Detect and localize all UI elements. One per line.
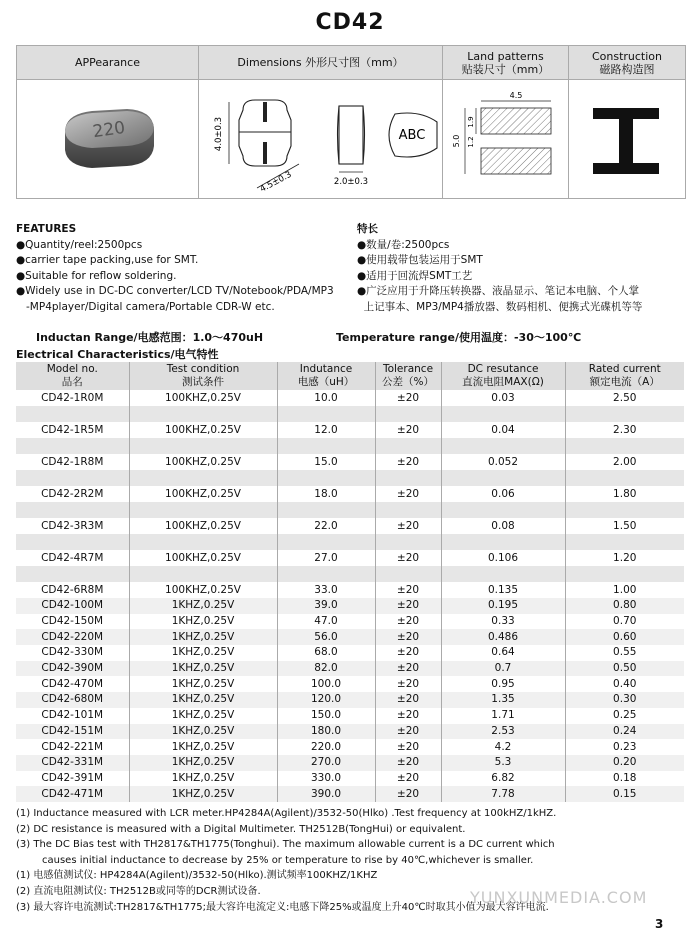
product-header-table bbox=[16, 45, 686, 199]
table-cell: CD42-150M bbox=[41, 615, 104, 628]
features-chinese bbox=[357, 222, 642, 315]
table-cell: 1KHZ,0.25V bbox=[129, 645, 277, 661]
features-heading: FEATURES bbox=[16, 223, 77, 235]
note: (2) DC resistance is measured with a Digital Multimeter. TH2512B(TongHui) or equivalent. bbox=[16, 823, 466, 835]
table-cell: 4.2 bbox=[441, 739, 565, 755]
features-english bbox=[16, 222, 334, 315]
table-cell: 27.0 bbox=[277, 550, 375, 566]
table-cell: CD42-101M bbox=[41, 709, 104, 722]
table-cell: ±20 bbox=[375, 486, 441, 502]
temperature-range: Temperature range/使用温度：-30～100℃ bbox=[336, 331, 582, 344]
table-cell: ±20 bbox=[375, 629, 441, 645]
page-title: CD42 bbox=[315, 10, 385, 35]
electrical-characteristics-table bbox=[16, 362, 684, 802]
table-spacer-row bbox=[16, 438, 684, 454]
table-row bbox=[16, 739, 684, 755]
electrical-heading: Electrical Characteristics/电气特性 bbox=[16, 348, 219, 361]
table-spacer-row bbox=[16, 406, 684, 422]
column-header-test-condition: Test condition 测试条件 bbox=[129, 362, 277, 390]
page-number: 3 bbox=[655, 917, 664, 931]
table-cell: 0.70 bbox=[565, 614, 684, 630]
table-cell: 1.80 bbox=[565, 486, 684, 502]
table-cell: 5.3 bbox=[441, 755, 565, 771]
table-cell: ±20 bbox=[375, 676, 441, 692]
table-cell: ±20 bbox=[375, 422, 441, 438]
table-cell: 0.052 bbox=[441, 454, 565, 470]
table-cell: 15.0 bbox=[277, 454, 375, 470]
table-cell: 0.24 bbox=[565, 724, 684, 740]
table-cell: 22.0 bbox=[277, 518, 375, 534]
table-cell: ±20 bbox=[375, 708, 441, 724]
table-cell: 18.0 bbox=[277, 486, 375, 502]
table-cell: CD42-4R7M bbox=[41, 551, 104, 564]
dimensions-header bbox=[199, 46, 442, 79]
table-cell: 100KHZ,0.25V bbox=[129, 486, 277, 502]
table-cell: 56.0 bbox=[277, 629, 375, 645]
feature-item-cn: ●适用于回流焊SMT工艺 bbox=[357, 269, 473, 282]
table-cell: 47.0 bbox=[277, 614, 375, 630]
appearance-label: APPearance bbox=[75, 56, 140, 69]
table-row bbox=[16, 518, 684, 534]
table-cell: 1KHZ,0.25V bbox=[129, 629, 277, 645]
table-cell: 0.60 bbox=[565, 629, 684, 645]
construction-label-cn: 磁路构造图 bbox=[599, 62, 655, 76]
table-cell: 0.15 bbox=[565, 786, 684, 802]
table-cell: 2.00 bbox=[565, 454, 684, 470]
table-cell: 0.25 bbox=[565, 708, 684, 724]
table-cell: CD42-1R8M bbox=[41, 455, 104, 468]
land-height: 5.0 bbox=[452, 134, 461, 148]
table-row bbox=[16, 755, 684, 771]
table-row bbox=[16, 786, 684, 802]
table-cell: 220.0 bbox=[277, 739, 375, 755]
table-cell: 0.106 bbox=[441, 550, 565, 566]
table-cell: 0.20 bbox=[565, 755, 684, 771]
table-cell: ±20 bbox=[375, 786, 441, 802]
table-cell: 100KHZ,0.25V bbox=[129, 550, 277, 566]
table-cell: 0.80 bbox=[565, 598, 684, 614]
table-cell: 0.06 bbox=[441, 486, 565, 502]
inductor-photo bbox=[17, 80, 198, 198]
land-gap-b: 1.2 bbox=[467, 136, 475, 148]
table-cell: ±20 bbox=[375, 518, 441, 534]
table-row bbox=[16, 708, 684, 724]
table-cell: 270.0 bbox=[277, 755, 375, 771]
table-cell: 82.0 bbox=[277, 661, 375, 677]
table-cell: CD42-221M bbox=[41, 740, 104, 753]
table-cell: CD42-391M bbox=[41, 771, 104, 784]
note: (1) Inductance measured with LCR meter.HP4284A(Agilent)/3532-50(Hlko) .Test frequency at 100kHZ/1kHZ. bbox=[16, 808, 557, 819]
table-cell: 68.0 bbox=[277, 645, 375, 661]
table-cell: CD42-151M bbox=[16, 724, 129, 740]
table-cell: 1KHZ,0.25V bbox=[129, 786, 277, 802]
top-marking: ABC bbox=[398, 128, 426, 143]
land-width: 4.5 bbox=[509, 91, 523, 100]
table-cell: 0.135 bbox=[441, 582, 565, 598]
table-row bbox=[16, 692, 684, 708]
table-row bbox=[16, 661, 684, 677]
table-cell: CD42-470M bbox=[41, 677, 104, 690]
column-header-inductance: Indutance 电感（uH） bbox=[277, 362, 375, 390]
table-cell: 2.53 bbox=[441, 724, 565, 740]
table-spacer-row bbox=[16, 502, 684, 518]
table-cell: 1KHZ,0.25V bbox=[129, 771, 277, 787]
table-cell: ±20 bbox=[375, 661, 441, 677]
table-spacer-row bbox=[16, 566, 684, 582]
construction-header bbox=[569, 46, 685, 79]
table-cell: 0.23 bbox=[565, 739, 684, 755]
table-cell: CD42-1R0M bbox=[41, 391, 104, 404]
dimensions-label: Dimensions 外形尺寸图（mm） bbox=[237, 56, 404, 69]
table-row bbox=[16, 645, 684, 661]
land-gap-a: 1.9 bbox=[467, 116, 475, 128]
height-dimension: 4.0±0.3 bbox=[214, 116, 224, 152]
inductance-range: Inductan Range/电感范围：1.0～470uH bbox=[36, 331, 264, 344]
table-cell: 0.486 bbox=[441, 629, 565, 645]
column-header-dc-resistance: DC resutance 直流电阻MAX(Ω) bbox=[441, 362, 565, 390]
column-header-model: Model no. 品名 bbox=[16, 362, 129, 390]
table-cell: CD42-331M bbox=[16, 755, 129, 771]
table-cell: 0.95 bbox=[441, 676, 565, 692]
appearance-header bbox=[17, 46, 198, 79]
table-cell: ±20 bbox=[375, 598, 441, 614]
table-cell: 1KHZ,0.25V bbox=[129, 708, 277, 724]
table-cell: 120.0 bbox=[277, 692, 375, 708]
table-cell: 0.64 bbox=[441, 645, 565, 661]
note-cn: (1) 电感值测试仪: HP4284A(Agilent)/3532-50(Hlko).测试频率100KHZ/1KHZ bbox=[16, 870, 378, 882]
table-cell: 1.50 bbox=[565, 518, 684, 534]
table-cell: ±20 bbox=[375, 739, 441, 755]
table-cell: 12.0 bbox=[277, 422, 375, 438]
table-cell: 1KHZ,0.25V bbox=[129, 692, 277, 708]
note: causes initial inductance to decrease by 25% or temperature to rise by 40℃,whichever is smaller. bbox=[42, 854, 534, 866]
table-cell: CD42-471M bbox=[16, 786, 129, 802]
table-row bbox=[16, 550, 684, 566]
table-cell: 1.20 bbox=[565, 550, 684, 566]
table-cell: 0.55 bbox=[565, 645, 684, 661]
table-row bbox=[16, 676, 684, 692]
table-cell: 0.40 bbox=[565, 676, 684, 692]
table-cell: 0.33 bbox=[441, 614, 565, 630]
table-cell: 0.03 bbox=[441, 390, 565, 406]
table-row bbox=[16, 771, 684, 787]
watermark: YUNXUNMEDIA.COM bbox=[470, 888, 648, 907]
table-cell: CD42-330M bbox=[41, 646, 104, 659]
table-row bbox=[16, 598, 684, 614]
dimensions-drawing bbox=[199, 80, 442, 198]
note-cn: (2) 直流电阻测试仪: TH2512B或同等的DCR测试设备. bbox=[16, 885, 261, 897]
table-cell: CD42-6R8M bbox=[41, 583, 104, 596]
table-cell: 330.0 bbox=[277, 771, 375, 787]
feature-item: ●Suitable for reflow soldering. bbox=[16, 269, 177, 282]
table-cell: 2.30 bbox=[565, 422, 684, 438]
table-row bbox=[16, 422, 684, 438]
table-cell: 0.7 bbox=[441, 661, 565, 677]
table-cell: 1KHZ,0.25V bbox=[129, 614, 277, 630]
table-cell: 180.0 bbox=[277, 724, 375, 740]
table-cell: 39.0 bbox=[277, 598, 375, 614]
table-cell: ±20 bbox=[375, 454, 441, 470]
feature-item: ●carrier tape packing,use for SMT. bbox=[16, 254, 199, 266]
table-cell: ±20 bbox=[375, 692, 441, 708]
table-row bbox=[16, 724, 684, 740]
feature-item-cn: ●广泛应用于升降压转换器、液晶显示、笔记本电脑、个人掌 bbox=[357, 285, 640, 297]
table-cell: CD42-220M bbox=[16, 629, 129, 645]
table-row bbox=[16, 629, 684, 645]
table-cell: 0.08 bbox=[441, 518, 565, 534]
table-cell: CD42-3R3M bbox=[41, 519, 104, 532]
table-cell: 0.30 bbox=[565, 692, 684, 708]
table-cell: ±20 bbox=[375, 755, 441, 771]
table-cell: CD42-680M bbox=[16, 692, 129, 708]
table-cell: 1.00 bbox=[565, 582, 684, 598]
column-header-tolerance: Tolerance 公差（%） bbox=[375, 362, 441, 390]
table-cell: 1KHZ,0.25V bbox=[129, 724, 277, 740]
table-cell: ±20 bbox=[375, 582, 441, 598]
table-cell: 1.71 bbox=[441, 708, 565, 724]
table-cell: 1KHZ,0.25V bbox=[129, 598, 277, 614]
land-patterns-label: Land patterns bbox=[467, 49, 544, 63]
table-cell: ±20 bbox=[375, 645, 441, 661]
features-heading-cn: 特长 bbox=[357, 223, 378, 235]
table-cell: 0.195 bbox=[441, 598, 565, 614]
table-cell: 0.18 bbox=[565, 771, 684, 787]
table-row bbox=[16, 390, 684, 406]
land-patterns-header bbox=[443, 46, 568, 79]
table-cell: 1KHZ,0.25V bbox=[129, 661, 277, 677]
table-cell: 10.0 bbox=[277, 390, 375, 406]
table-cell: 6.82 bbox=[441, 771, 565, 787]
table-cell: ±20 bbox=[375, 390, 441, 406]
table-cell: CD42-390M bbox=[16, 661, 129, 677]
table-cell: 100KHZ,0.25V bbox=[129, 454, 277, 470]
feature-item: -MP4player/Digital camera/Portable CDR-W etc. bbox=[16, 300, 275, 313]
table-cell: CD42-1R5M bbox=[41, 423, 104, 436]
land-pattern-drawing bbox=[443, 80, 568, 198]
feature-item: ●Quantity/reel:2500pcs bbox=[16, 238, 143, 251]
part-marking: 220 bbox=[91, 117, 127, 143]
table-cell: 150.0 bbox=[277, 708, 375, 724]
table-cell: ±20 bbox=[375, 550, 441, 566]
feature-item-cn: ●数量/卷:2500pcs bbox=[357, 238, 450, 251]
feature-item-cn: ●使用载带包装运用于SMT bbox=[357, 254, 483, 266]
table-cell: 2.50 bbox=[565, 390, 684, 406]
diagonal-dimension: 4.5±0.3 bbox=[258, 169, 294, 195]
table-cell: 390.0 bbox=[277, 786, 375, 802]
table-cell: 100KHZ,0.25V bbox=[129, 582, 277, 598]
table-header-row bbox=[16, 362, 684, 390]
table-cell: 0.50 bbox=[565, 661, 684, 677]
construction-label: Construction bbox=[591, 49, 663, 63]
table-cell: 0.04 bbox=[441, 422, 565, 438]
note: (3) The DC Bias test with TH2817&TH1775(Tonghui). The maximum allowable current is a DC current which bbox=[16, 839, 555, 851]
table-cell: 100KHZ,0.25V bbox=[129, 518, 277, 534]
table-cell: ±20 bbox=[375, 771, 441, 787]
table-cell: ±20 bbox=[375, 614, 441, 630]
table-cell: ±20 bbox=[375, 724, 441, 740]
table-cell: CD42-100M bbox=[16, 598, 129, 614]
feature-item: ●Widely use in DC-DC converter/LCD TV/Notebook/PDA/MP3 bbox=[16, 285, 334, 297]
thickness-dimension: 2.0±0.3 bbox=[333, 177, 369, 187]
table-cell: CD42-2R2M bbox=[41, 487, 104, 500]
table-cell: 1.35 bbox=[441, 692, 565, 708]
table-cell: 100KHZ,0.25V bbox=[129, 422, 277, 438]
table-cell: 100KHZ,0.25V bbox=[129, 390, 277, 406]
table-cell: 7.78 bbox=[441, 786, 565, 802]
table-cell: 1KHZ,0.25V bbox=[129, 755, 277, 771]
table-cell: 1KHZ,0.25V bbox=[129, 739, 277, 755]
table-cell: 1KHZ,0.25V bbox=[129, 676, 277, 692]
note-cn: (3) 最大容许电流测试:TH2817&TH1775;最大容许电流定义:电感下降25%或温度上升40℃时取其小值为最大容许电流. bbox=[16, 901, 549, 913]
column-header-rated-current: Rated current 额定电流（A） bbox=[565, 362, 684, 390]
table-row bbox=[16, 486, 684, 502]
table-row bbox=[16, 582, 684, 598]
construction-drawing bbox=[569, 80, 685, 198]
table-row bbox=[16, 614, 684, 630]
table-row bbox=[16, 454, 684, 470]
table-cell: 100.0 bbox=[277, 676, 375, 692]
table-cell: 33.0 bbox=[277, 582, 375, 598]
table-spacer-row bbox=[16, 470, 684, 486]
feature-item-cn: 上记事本、MP3/MP4播放器、数码相机、便携式光碟机等等 bbox=[357, 300, 643, 313]
table-spacer-row bbox=[16, 534, 684, 550]
land-patterns-label-cn: 贴装尺寸（mm） bbox=[461, 62, 550, 76]
